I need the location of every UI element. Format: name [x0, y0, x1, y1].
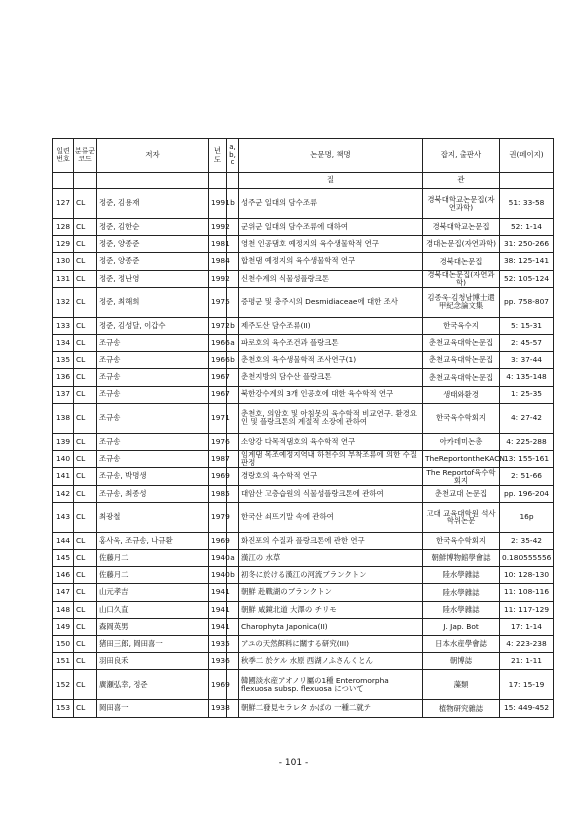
- table-row: [53, 433, 554, 450]
- cell-serial-no: 127: [53, 189, 74, 219]
- cell-year: 1969: [209, 532, 227, 549]
- cell-author: 山元孝吉: [97, 584, 209, 601]
- cell-serial-no: 142: [53, 485, 74, 502]
- cell-title: 소양강 다목적댐호의 육수학적 연구: [239, 433, 423, 450]
- cell-pages: pp. 196-204: [500, 485, 554, 502]
- cell-serial-no: 137: [53, 386, 74, 403]
- cell-serial-no: 139: [53, 433, 74, 450]
- cell-year: 1985: [209, 485, 227, 502]
- cell-year: 1966: [209, 334, 227, 351]
- cell-journal: 춘천교육대학논문집: [423, 369, 500, 386]
- cell-journal: 경북대학교논문집: [423, 219, 500, 236]
- cell-author: 佐藤月二: [97, 567, 209, 584]
- cell-pages: 4: 27-42: [500, 403, 554, 433]
- cell-pages: 11: 108-116: [500, 584, 554, 601]
- cell-title: 신천수계의 식물성플랑크톤: [239, 270, 423, 287]
- table-row: [53, 287, 554, 317]
- cell-pages: 4: 225-288: [500, 433, 554, 450]
- cell-year: 1940: [209, 567, 227, 584]
- cell-journal: 경북대논문집(자연과학): [423, 270, 500, 287]
- cell-serial-no: 149: [53, 618, 74, 635]
- cell-taxon-code: CL: [74, 352, 97, 369]
- subheader-journal: 관: [423, 173, 500, 189]
- cell-title: 한국산 쇠뜨기말 속에 관하여: [239, 502, 423, 532]
- header-abc: a, b, c: [227, 139, 239, 173]
- table-row: [53, 670, 554, 700]
- cell-title: Charophyta Japonica(II): [239, 618, 423, 635]
- cell-pages: 4: 223-238: [500, 635, 554, 652]
- header-year: 년도: [209, 139, 227, 173]
- cell-pages: 17: 15-19: [500, 670, 554, 700]
- cell-pages: 2: 45-57: [500, 334, 554, 351]
- cell-author: 廣瀬弘幸, 정준: [97, 670, 209, 700]
- cell-author: 홍사욱, 조규송, 나규환: [97, 532, 209, 549]
- cell-serial-no: 152: [53, 670, 74, 700]
- cell-year: 1991: [209, 189, 227, 219]
- cell-taxon-code: CL: [74, 236, 97, 253]
- cell-taxon-code: CL: [74, 700, 97, 717]
- table-row: [53, 369, 554, 386]
- table-row: [53, 253, 554, 270]
- cell-author: 岡田喜一: [97, 700, 209, 717]
- cell-taxon-code: CL: [74, 317, 97, 334]
- cell-title: 秋季二 於ケル 水原 西湖ノふさんくとん: [239, 653, 423, 670]
- cell-serial-no: 147: [53, 584, 74, 601]
- cell-year: 1967: [209, 369, 227, 386]
- cell-title: 제주도산 담수조류(II): [239, 317, 423, 334]
- cell-taxon-code: CL: [74, 532, 97, 549]
- cell-journal: 陸水學雜誌: [423, 601, 500, 618]
- cell-pages: pp. 758-807: [500, 287, 554, 317]
- cell-pages: 51: 33-58: [500, 189, 554, 219]
- cell-year: 1935: [209, 635, 227, 652]
- cell-title: 화진포의 수질과 플랑크톤에 관한 연구: [239, 532, 423, 549]
- cell-year: 1972: [209, 317, 227, 334]
- cell-year: 1981: [209, 236, 227, 253]
- table-row: [53, 334, 554, 351]
- cell-title: 韓國淡水産アオノリ屬の1種 Enteromorpha flexuosa subsp. flexuosa について: [239, 670, 423, 700]
- header-journal: 잡지, 출판사: [423, 139, 500, 173]
- bibliography-table: [52, 138, 554, 718]
- cell-pages: 52: 105-124: [500, 270, 554, 287]
- cell-serial-no: 133: [53, 317, 74, 334]
- cell-year: 1987: [209, 450, 227, 468]
- cell-taxon-code: CL: [74, 468, 97, 485]
- cell-year: 1940: [209, 550, 227, 567]
- cell-journal: 陸水學雜誌: [423, 567, 500, 584]
- cell-pages: 31: 250-266: [500, 236, 554, 253]
- table-row: [53, 403, 554, 433]
- cell-serial-no: 151: [53, 653, 74, 670]
- cell-author: 조규송: [97, 386, 209, 403]
- cell-author: 조규송: [97, 334, 209, 351]
- cell-title: 북한강수계의 3개 인공호에 대한 육수학적 연구: [239, 386, 423, 403]
- cell-year: 1975: [209, 287, 227, 317]
- cell-title: 성주군 일대의 담수조류: [239, 189, 423, 219]
- cell-serial-no: 143: [53, 502, 74, 532]
- cell-year: 1976: [209, 433, 227, 450]
- cell-year: 1971: [209, 403, 227, 433]
- cell-pages: 16p: [500, 502, 554, 532]
- cell-taxon-code: CL: [74, 502, 97, 532]
- cell-journal: 생태와환경: [423, 386, 500, 403]
- cell-taxon-code: CL: [74, 653, 97, 670]
- header-pages: 권(페이지): [500, 139, 554, 173]
- header-serial-no: 일련 번호: [53, 139, 74, 173]
- cell-taxon-code: CL: [74, 433, 97, 450]
- cell-year: 1936: [209, 653, 227, 670]
- subheader-row: [53, 173, 554, 189]
- subheader-title: 질: [239, 173, 423, 189]
- cell-taxon-code: CL: [74, 670, 97, 700]
- cell-abc: b: [227, 189, 239, 219]
- cell-journal: 植物研究雜誌: [423, 700, 500, 717]
- cell-author: 정준, 양종준: [97, 253, 209, 270]
- cell-author: 정준, 양종준: [97, 236, 209, 253]
- cell-author: 정준, 최해희: [97, 287, 209, 317]
- cell-author: 정준, 김한순: [97, 219, 209, 236]
- cell-journal: 경북대학교논문집(자연과학): [423, 189, 500, 219]
- cell-author: 최광철: [97, 502, 209, 532]
- cell-journal: 한국육수학회지: [423, 403, 500, 433]
- cell-serial-no: 129: [53, 236, 74, 253]
- cell-taxon-code: CL: [74, 601, 97, 618]
- cell-author: 조규송, 박명생: [97, 468, 209, 485]
- table-row: [53, 635, 554, 652]
- cell-journal: 경북대논문집: [423, 253, 500, 270]
- cell-pages: 52: 1-14: [500, 219, 554, 236]
- cell-journal: 藻類: [423, 670, 500, 700]
- cell-year: 1938: [209, 700, 227, 717]
- cell-serial-no: 132: [53, 287, 74, 317]
- cell-serial-no: 130: [53, 253, 74, 270]
- cell-author: 조규송: [97, 450, 209, 468]
- cell-title: 대암산 고층습원의 식물성플랑크톤에 관하여: [239, 485, 423, 502]
- cell-title: 朝鮮二發見セラレタ かばの 一種二就テ: [239, 700, 423, 717]
- cell-journal: 춘천교육대학논문집: [423, 352, 500, 369]
- cell-title: 임계댐 목조예정지역내 하천수의 부착조류에 의한 수질판정: [239, 450, 423, 468]
- cell-journal: 한국육수지: [423, 317, 500, 334]
- table-row: [53, 236, 554, 253]
- cell-serial-no: 146: [53, 567, 74, 584]
- cell-journal: J. Jap. Bot: [423, 618, 500, 635]
- table-row: [53, 352, 554, 369]
- cell-pages: 2: 35-42: [500, 532, 554, 549]
- cell-serial-no: 136: [53, 369, 74, 386]
- cell-year: 1969: [209, 670, 227, 700]
- cell-title: 춘천호의 육수생물학적 조사연구(1): [239, 352, 423, 369]
- cell-serial-no: 144: [53, 532, 74, 549]
- cell-title: 춘천지방의 담수산 플랑크톤: [239, 369, 423, 386]
- cell-author: 山口久直: [97, 601, 209, 618]
- cell-title: 朝鮮 咸鏡北道 大澤の チリモ: [239, 601, 423, 618]
- cell-pages: 10: 128-130: [500, 567, 554, 584]
- cell-pages: 1: 25-35: [500, 386, 554, 403]
- table-header: [53, 139, 554, 189]
- cell-taxon-code: CL: [74, 403, 97, 433]
- cell-year: 1966: [209, 352, 227, 369]
- cell-author: 조규송: [97, 369, 209, 386]
- cell-taxon-code: CL: [74, 369, 97, 386]
- cell-taxon-code: CL: [74, 253, 97, 270]
- cell-serial-no: 135: [53, 352, 74, 369]
- cell-serial-no: 153: [53, 700, 74, 717]
- table-row: [53, 189, 554, 219]
- cell-journal: 日本水産學會誌: [423, 635, 500, 652]
- table-row: [53, 601, 554, 618]
- cell-journal: 고대 교육대학원 석사학위논문: [423, 502, 500, 532]
- cell-taxon-code: CL: [74, 485, 97, 502]
- cell-journal: 한국육수학회지: [423, 532, 500, 549]
- cell-abc: a: [227, 550, 239, 567]
- cell-taxon-code: CL: [74, 550, 97, 567]
- table-row: [53, 567, 554, 584]
- table-row: [53, 653, 554, 670]
- cell-taxon-code: CL: [74, 618, 97, 635]
- cell-taxon-code: CL: [74, 270, 97, 287]
- cell-title: 漢江の 水草: [239, 550, 423, 567]
- cell-serial-no: 141: [53, 468, 74, 485]
- cell-year: 1941: [209, 618, 227, 635]
- cell-serial-no: 148: [53, 601, 74, 618]
- cell-author: 羽田良禾: [97, 653, 209, 670]
- table-row: [53, 532, 554, 549]
- cell-title: 군위군 일대의 담수조류에 대하여: [239, 219, 423, 236]
- cell-serial-no: 138: [53, 403, 74, 433]
- cell-serial-no: 140: [53, 450, 74, 468]
- cell-serial-no: 145: [53, 550, 74, 567]
- cell-author: 조규송: [97, 433, 209, 450]
- cell-journal: 경대논문집(자연과학): [423, 236, 500, 253]
- cell-author: 정준, 정난영: [97, 270, 209, 287]
- cell-journal: 김종욱·김청남博士還甲紀念論文集: [423, 287, 500, 317]
- cell-journal: 陸水學雜誌: [423, 584, 500, 601]
- cell-taxon-code: CL: [74, 334, 97, 351]
- cell-author: 조규송: [97, 403, 209, 433]
- cell-serial-no: 131: [53, 270, 74, 287]
- cell-pages: 21: 1-11: [500, 653, 554, 670]
- cell-year: 1967: [209, 386, 227, 403]
- table-row: [53, 468, 554, 485]
- cell-pages: 3: 37-44: [500, 352, 554, 369]
- cell-title: 춘천호, 의암호 및 아침못의 육수학적 비교연구. 환경요인 및 플랑크톤의 계절적 소장에 관하여: [239, 403, 423, 433]
- header-title: 논문명, 책명: [239, 139, 423, 173]
- header-author: 저자: [97, 139, 209, 173]
- cell-author: 佐藤月二: [97, 550, 209, 567]
- cell-journal: 춘천교대 논문집: [423, 485, 500, 502]
- cell-abc: a: [227, 334, 239, 351]
- cell-year: 1941: [209, 601, 227, 618]
- cell-abc: b: [227, 317, 239, 334]
- table-row: [53, 618, 554, 635]
- cell-taxon-code: CL: [74, 287, 97, 317]
- cell-journal: 朝博誌: [423, 653, 500, 670]
- cell-journal: TheReportontheKACN: [423, 450, 500, 468]
- cell-author: 森岡英男: [97, 618, 209, 635]
- cell-author: 조규송, 최종성: [97, 485, 209, 502]
- cell-journal: 춘천교육대학논문집: [423, 334, 500, 351]
- cell-taxon-code: CL: [74, 189, 97, 219]
- page-number: - 101 -: [278, 758, 309, 768]
- cell-pages: 4: 135-148: [500, 369, 554, 386]
- cell-taxon-code: CL: [74, 567, 97, 584]
- cell-journal: 아카데미논총: [423, 433, 500, 450]
- cell-pages: 0.180555556: [500, 550, 554, 567]
- table-row: [53, 317, 554, 334]
- cell-author: 조규송: [97, 352, 209, 369]
- cell-pages: 2: 51-66: [500, 468, 554, 485]
- table-row: [53, 485, 554, 502]
- cell-year: 1979: [209, 502, 227, 532]
- cell-title: 영천 인공댐호 예정지의 육수생물학적 연구: [239, 236, 423, 253]
- cell-taxon-code: CL: [74, 584, 97, 601]
- table-row: [53, 584, 554, 601]
- cell-title: 朝鮮 赴戰湖のブランクトン: [239, 584, 423, 601]
- cell-abc: b: [227, 352, 239, 369]
- table-body: [53, 189, 554, 718]
- table-row: [53, 386, 554, 403]
- cell-title: 경랑호의 육수학적 연구: [239, 468, 423, 485]
- cell-pages: 5: 15-31: [500, 317, 554, 334]
- cell-taxon-code: CL: [74, 386, 97, 403]
- cell-year: 1941: [209, 584, 227, 601]
- cell-title: 파로호의 육수조건과 플랑크톤: [239, 334, 423, 351]
- cell-taxon-code: CL: [74, 219, 97, 236]
- cell-year: 1984: [209, 253, 227, 270]
- cell-taxon-code: CL: [74, 635, 97, 652]
- cell-year: 1992: [209, 219, 227, 236]
- cell-author: 정준, 김용재: [97, 189, 209, 219]
- cell-serial-no: 150: [53, 635, 74, 652]
- cell-taxon-code: CL: [74, 450, 97, 468]
- cell-journal: The Reportof육수학회지: [423, 468, 500, 485]
- cell-title: 합천댐 예정지의 육수생물학적 연구: [239, 253, 423, 270]
- table-row: [53, 502, 554, 532]
- cell-serial-no: 128: [53, 219, 74, 236]
- table-row: [53, 450, 554, 468]
- cell-pages: 13: 155-161: [500, 450, 554, 468]
- cell-pages: 11: 117-129: [500, 601, 554, 618]
- cell-year: 1969: [209, 468, 227, 485]
- table-row: [53, 550, 554, 567]
- table-row: [53, 219, 554, 236]
- cell-journal: 朝鮮博物館學會誌: [423, 550, 500, 567]
- header-taxon-code: 분류군 코드: [74, 139, 97, 173]
- cell-pages: 15: 449-452: [500, 700, 554, 717]
- cell-pages: 17: 1-14: [500, 618, 554, 635]
- cell-title: アユの天然餌料に關する研究(III): [239, 635, 423, 652]
- cell-title: 初冬に於ける漢江の河流ブランクトン: [239, 567, 423, 584]
- cell-author: 정준, 김성달, 이갑수: [97, 317, 209, 334]
- cell-pages: 38: 125-141: [500, 253, 554, 270]
- cell-author: 猪田三郎, 岡田喜一: [97, 635, 209, 652]
- cell-title: 증평군 및 충주시의 Desmidiaceae에 대한 조사: [239, 287, 423, 317]
- cell-abc: b: [227, 567, 239, 584]
- table-row: [53, 270, 554, 287]
- cell-serial-no: 134: [53, 334, 74, 351]
- cell-year: 1992: [209, 270, 227, 287]
- table-row: [53, 700, 554, 717]
